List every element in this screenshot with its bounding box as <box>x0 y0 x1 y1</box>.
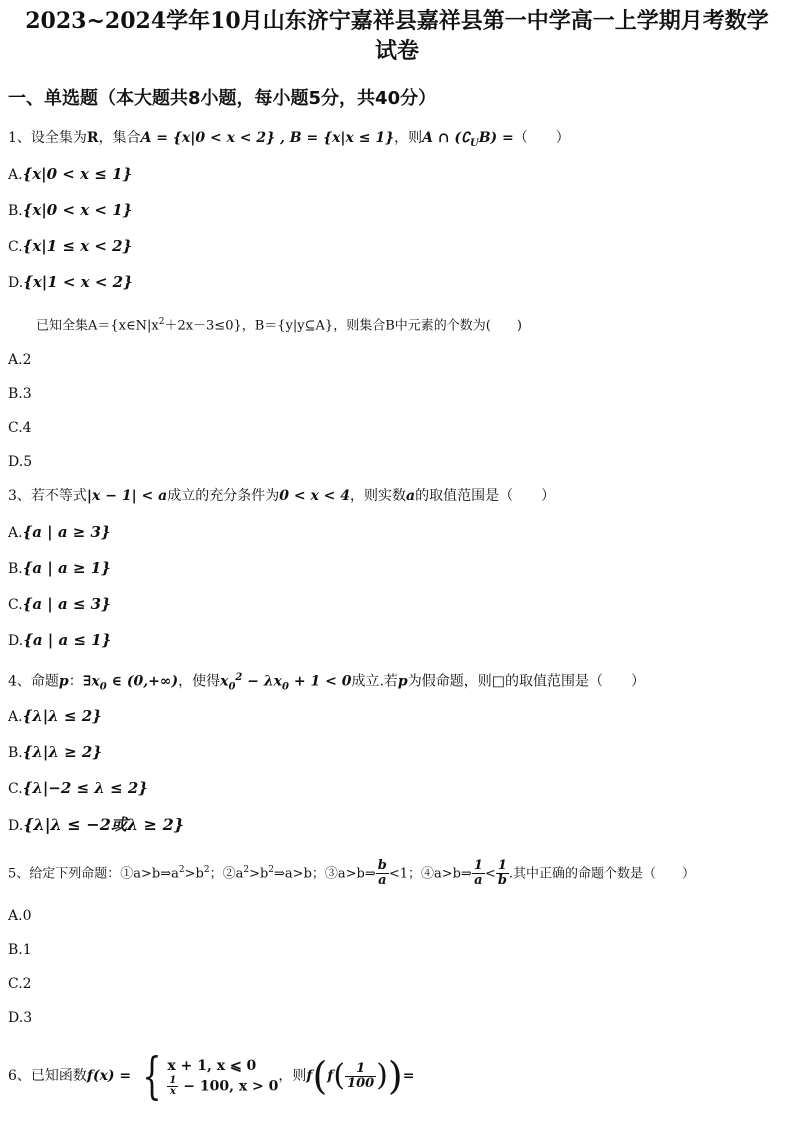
option-letter: B. <box>8 942 23 958</box>
frac-den: a <box>378 873 387 889</box>
option-value: {λ|λ ≤ 2} <box>22 707 102 725</box>
q2-text2: ＋2x－3≤0}，B＝{y|y⊆A}，则集合B中元素的个数为( ) <box>164 318 522 334</box>
option-letter: D. <box>8 275 24 291</box>
section-heading: 一、单选题（本大题共8小题，每小题5分，共40分） <box>8 88 437 109</box>
frac-den: x <box>169 1085 176 1097</box>
q3-condition: 0 < x < 4 <box>279 488 351 504</box>
option-letter: D. <box>8 818 24 834</box>
left-paren-icon: ( <box>333 1058 346 1093</box>
q1-expr2: B) = <box>478 130 514 146</box>
q4-mid2: 成立.若 <box>351 673 398 690</box>
q6-fx: f(x) = <box>86 1068 132 1084</box>
q5-t2: ；②a <box>209 866 244 882</box>
q4-suffix: 为假命题，则□的取值范围是（ ） <box>407 673 645 690</box>
option-letter: D. <box>8 454 24 470</box>
q5-option-d[interactable] <box>8 1008 32 1028</box>
q2-option-b[interactable] <box>8 384 32 404</box>
q1-option-c[interactable] <box>8 236 132 257</box>
option-letter: B. <box>8 561 23 577</box>
q6-equals: = <box>402 1068 415 1084</box>
q5-sup1: 2 <box>178 865 185 875</box>
q5-t1: >b <box>184 866 204 882</box>
frac-num: 1 <box>169 1074 177 1086</box>
exam-title-line2: 试卷 <box>374 38 419 64</box>
option-value: 4 <box>22 420 32 436</box>
frac-den: 100 <box>347 1075 375 1091</box>
q4-mid: ，使得 <box>178 673 221 690</box>
q4-option-d[interactable] <box>8 815 184 836</box>
frac-den: b <box>497 873 507 889</box>
q4-option-c[interactable] <box>8 778 148 799</box>
q6-inner-f: f <box>327 1068 334 1084</box>
q4-in: ∈ (0,+∞) <box>106 673 179 690</box>
q6-case2-rest: − 100, x > 0 <box>178 1078 279 1094</box>
option-value: {a | a ≥ 1} <box>22 559 111 577</box>
option-letter: A. <box>8 525 23 541</box>
question-5-stem <box>8 852 695 892</box>
option-letter: A. <box>8 352 23 368</box>
q4-colon: ： <box>68 673 83 690</box>
q5-t6: < <box>484 866 496 882</box>
q6-case2 <box>167 1076 278 1097</box>
option-letter: A. <box>8 167 23 183</box>
exam-title-line1: 2023~2024学年10月山东济宁嘉祥县嘉祥县第一中学高一上学期月考数学 <box>25 8 769 34</box>
q3-prefix: 3、若不等式 <box>8 488 87 504</box>
q2-text1: 已知全集A＝{x∈N|x <box>36 318 159 334</box>
q3-inequality: |x − 1| < a <box>86 488 168 504</box>
q4-sub0: 0 <box>99 681 107 693</box>
q1-option-b[interactable] <box>8 200 132 221</box>
q6-prefix: 6、已知函数 <box>8 1068 87 1084</box>
frac-num: b <box>377 858 387 874</box>
q5-sup4: 2 <box>268 865 275 875</box>
q1-sub: U <box>469 137 479 149</box>
option-value: 3 <box>22 386 32 402</box>
option-letter: D. <box>8 1010 24 1026</box>
q4-option-b[interactable] <box>8 742 102 763</box>
q4-sub0-c: 0 <box>282 681 290 693</box>
option-letter: D. <box>8 633 24 649</box>
q1-option-a[interactable] <box>8 164 132 185</box>
option-value: 2 <box>22 976 32 992</box>
q5-option-b[interactable] <box>8 940 32 960</box>
q5-prefix: 5、给定下列命题：①a>b⇒a <box>8 866 179 882</box>
option-value: 5 <box>23 454 33 470</box>
q3-a: a <box>406 488 416 504</box>
right-paren-icon: ) <box>376 1058 388 1093</box>
q3-option-c[interactable] <box>8 594 111 615</box>
q4-rest2: + 1 < 0 <box>289 673 352 690</box>
q3-suffix: 的取值范围是（ ） <box>415 488 556 504</box>
q4-p: p <box>58 673 69 690</box>
option-value: 0 <box>22 908 32 924</box>
option-letter: A. <box>8 709 23 725</box>
q2-option-a[interactable] <box>8 350 31 370</box>
option-value: 2 <box>22 352 32 368</box>
frac-num: 1 <box>473 858 483 874</box>
question-3-stem <box>8 486 555 506</box>
q4-option-a[interactable] <box>8 706 102 727</box>
q2-option-c[interactable] <box>8 418 32 438</box>
q5-t4: ⇒a>b；③a>b⇒ <box>274 866 376 882</box>
q3-option-b[interactable] <box>8 558 111 579</box>
q6-fraction-1-over-100 <box>345 1062 376 1091</box>
q6-case1: x + 1, x ⩽ 0 <box>167 1057 257 1074</box>
option-value: {x|1 ≤ x < 2} <box>22 237 133 255</box>
option-letter: C. <box>8 597 23 613</box>
q5-sup3: 2 <box>243 865 250 875</box>
q1-comma: , <box>275 130 290 146</box>
q5-fraction-1-over-b <box>496 859 509 888</box>
option-value: {λ|λ ≤ −2或λ ≥ 2} <box>23 815 185 834</box>
left-paren-icon: ( <box>312 1054 328 1098</box>
question-1-stem <box>8 128 570 154</box>
option-letter: A. <box>8 908 23 924</box>
q3-option-d[interactable] <box>8 630 111 651</box>
option-value: {a | a ≥ 3} <box>22 523 111 541</box>
q6-piecewise-cases <box>167 1056 278 1097</box>
option-letter: B. <box>8 745 23 761</box>
q5-option-a[interactable] <box>8 906 31 926</box>
q1-mid2: ，则 <box>394 130 423 146</box>
q5-suffix: .其中正确的命题个数是（ ） <box>508 866 696 882</box>
option-value: {x|0 < x ≤ 1} <box>22 165 133 183</box>
q6-case2-fraction <box>167 1076 178 1097</box>
q4-sub0-b: 0 <box>228 681 236 693</box>
q1-set-b: B = {x|x ≤ 1} <box>289 130 395 146</box>
q1-mid1: ，集合 <box>98 130 141 146</box>
q1-answer-paren: （ ） <box>513 130 570 146</box>
q2-option-d[interactable] <box>8 452 32 472</box>
question-4-stem <box>8 668 645 697</box>
question-2-stem <box>36 312 522 336</box>
option-letter: B. <box>8 203 23 219</box>
option-value: 1 <box>22 942 32 958</box>
q3-option-a[interactable] <box>8 522 111 543</box>
option-value: {x|1 < x < 2} <box>23 273 133 291</box>
option-letter: B. <box>8 386 23 402</box>
q6-outer-f: f <box>306 1068 313 1084</box>
frac-num: 1 <box>496 859 509 874</box>
q5-fraction-b-over-a <box>376 859 389 888</box>
q1-set-a: A = {x|0 < x < 2} <box>140 130 276 146</box>
option-letter: C. <box>8 781 23 797</box>
q4-x0: x <box>220 673 229 690</box>
q1-expr: A ∩ (∁ <box>422 130 470 146</box>
option-value: {x|0 < x < 1} <box>22 201 133 219</box>
q5-fraction-1-over-a <box>472 859 485 888</box>
q1-option-d[interactable] <box>8 272 133 293</box>
frac-den: a <box>474 873 483 889</box>
question-6-stem <box>8 1046 414 1112</box>
option-letter: C. <box>8 239 23 255</box>
q2-sup: 2 <box>158 317 165 327</box>
option-letter: C. <box>8 420 23 436</box>
q4-rest: − λx <box>242 673 283 690</box>
q1-prefix: 1、设全集为 <box>8 130 87 146</box>
q4-exists: ∃x <box>82 673 100 690</box>
q5-option-c[interactable] <box>8 974 32 994</box>
q1-R: R <box>86 130 99 146</box>
option-letter: C. <box>8 976 23 992</box>
left-brace-icon: { <box>141 1047 162 1105</box>
q4-sup2: 2 <box>235 672 243 683</box>
option-value: {a | a ≤ 1} <box>23 631 112 649</box>
option-value: {λ|−2 ≤ λ ≤ 2} <box>22 779 148 797</box>
frac-num: 1 <box>345 1062 376 1077</box>
option-value: 3 <box>23 1010 33 1026</box>
q5-sup2: 2 <box>203 865 210 875</box>
q5-t3: >b <box>249 866 269 882</box>
option-value: {λ|λ ≥ 2} <box>22 743 102 761</box>
q3-mid: 成立的充分条件为 <box>167 488 280 504</box>
option-value: {a | a ≤ 3} <box>22 595 111 613</box>
q5-t5: <1；④a>b⇒ <box>388 866 472 882</box>
q4-p2: p <box>397 673 408 690</box>
right-paren-icon: ) <box>387 1054 403 1098</box>
q6-mid: ，则 <box>278 1068 307 1084</box>
q4-prefix: 4、命题 <box>8 673 59 690</box>
q3-mid2: ，则实数 <box>350 488 407 504</box>
